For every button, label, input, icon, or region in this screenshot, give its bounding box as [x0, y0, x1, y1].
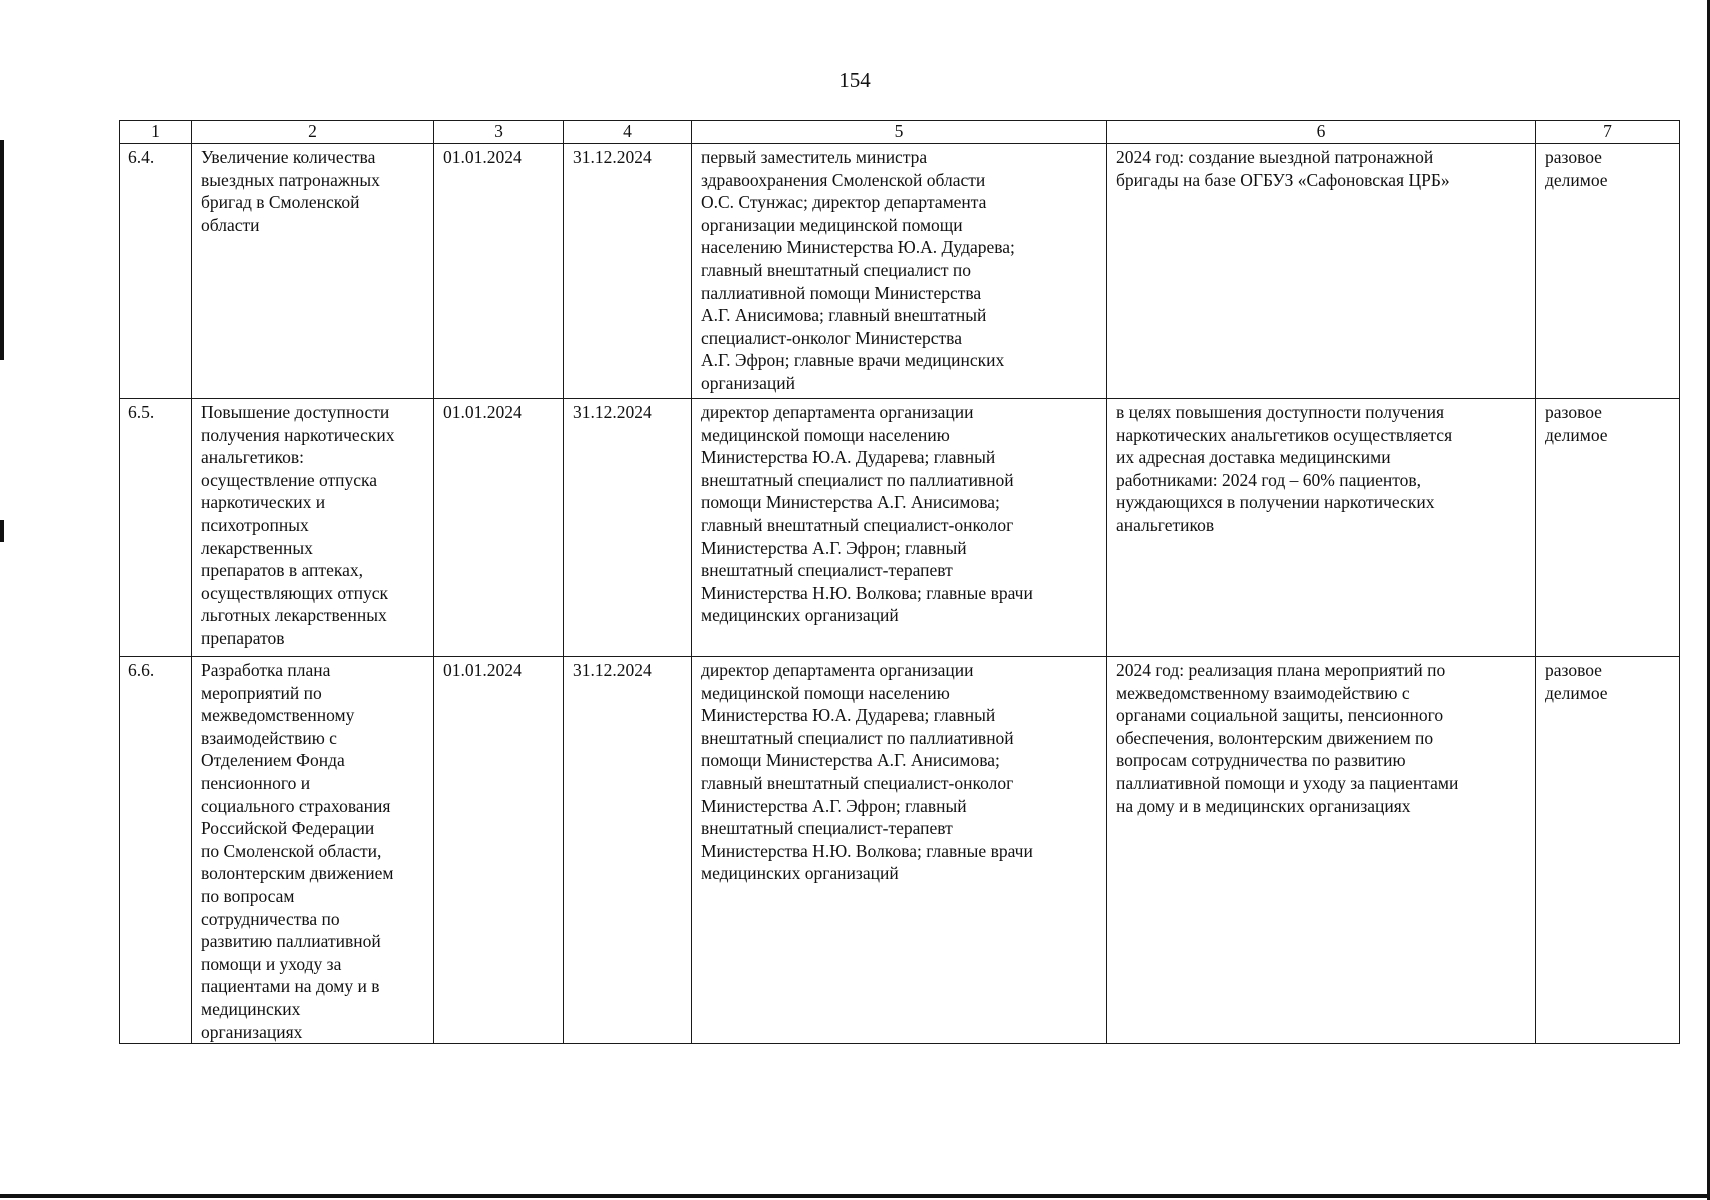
start-date-cell: 01.01.2024 [434, 399, 564, 657]
activity-cell: Повышение доступности получения наркотических анальгетиков: осуществление отпуска наркотических и психотропных лекарственных препаратов в аптеках, осуществляющих отпуск льготных лекарственных препаратов [192, 399, 434, 657]
result-cell: в целях повышения доступности получения наркотических анальгетиков осуществляется их адресная доставка медицинскими работниками: 2024 год – 60% пациентов, нуждающихся в получении наркотических анальгетиков [1107, 399, 1536, 657]
result-cell: 2024 год: реализация плана мероприятий по межведомственному взаимодействию с органами социальной защиты, пенсионного обеспечения, волонтерским движением по вопросам сотрудничества по развитию паллиативной помощи и уходу за пациентами на дому и в медицинских организациях [1107, 657, 1536, 1044]
activity-cell: Увеличение количества выездных патронажных бригад в Смоленской области [192, 144, 434, 399]
column-number-header: 2 [192, 121, 434, 144]
responsible-cell: директор департамента организации медицинской помощи населению Министерства Ю.А. Дударева; главный внештатный специалист по паллиативной помощи Министерства А.Г. Анисимова; главный внештатный специалист-онколог Министерства А.Г. Эфрон; главный внештатный специалист-терапевт Министерства Н.Ю. Волкова; главные врачи медицинских организаций [692, 657, 1107, 1044]
column-number-header: 7 [1536, 121, 1680, 144]
column-number-header: 3 [434, 121, 564, 144]
activity-cell: Разработка плана мероприятий по межведомственному взаимодействию с Отделением Фонда пенсионного и социального страхования Российской Федерации по Смоленской области, волонтерским движением по вопросам сотрудничества по развитию паллиативной помощи и уходу за пациентами на дому и в медицинских организациях [192, 657, 434, 1044]
scan-edge-bottom [0, 1194, 1710, 1198]
type-cell: разовое делимое [1536, 399, 1680, 657]
column-number-header: 1 [120, 121, 192, 144]
type-cell: разовое делимое [1536, 657, 1680, 1044]
item-number: 6.5. [120, 399, 192, 657]
type-cell: разовое делимое [1536, 144, 1680, 399]
page-number: 154 [839, 68, 871, 92]
table-row [120, 144, 1680, 399]
start-date-cell: 01.01.2024 [434, 144, 564, 399]
item-number: 6.6. [120, 657, 192, 1044]
scan-edge-left-mark [0, 520, 4, 542]
table-row [120, 657, 1680, 1044]
end-date-cell: 31.12.2024 [564, 657, 692, 1044]
column-number-row [120, 121, 1680, 144]
end-date-cell: 31.12.2024 [564, 399, 692, 657]
measures-table [119, 120, 1680, 1044]
item-number: 6.4. [120, 144, 192, 399]
start-date-cell: 01.01.2024 [434, 657, 564, 1044]
responsible-cell: первый заместитель министра здравоохранения Смоленской области О.С. Стунжас; директор департамента организации медицинской помощи населению Министерства Ю.А. Дударева; главный внештатный специалист по паллиативной помощи Министерства А.Г. Анисимова; главный внештатный специалист-онколог Министерства А.Г. Эфрон; главные врачи медицинских организаций [692, 144, 1107, 399]
table-row [120, 399, 1680, 657]
scan-edge-left [0, 140, 4, 360]
column-number-header: 6 [1107, 121, 1536, 144]
column-number-header: 4 [564, 121, 692, 144]
column-number-header: 5 [692, 121, 1107, 144]
end-date-cell: 31.12.2024 [564, 144, 692, 399]
responsible-cell: директор департамента организации медицинской помощи населению Министерства Ю.А. Дударева; главный внештатный специалист по паллиативной помощи Министерства А.Г. Анисимова; главный внештатный специалист-онколог Министерства А.Г. Эфрон; главный внештатный специалист-терапевт Министерства Н.Ю. Волкова; главные врачи медицинских организаций [692, 399, 1107, 657]
result-cell: 2024 год: создание выездной патронажной бригады на базе ОГБУЗ «Сафоновская ЦРБ» [1107, 144, 1536, 399]
